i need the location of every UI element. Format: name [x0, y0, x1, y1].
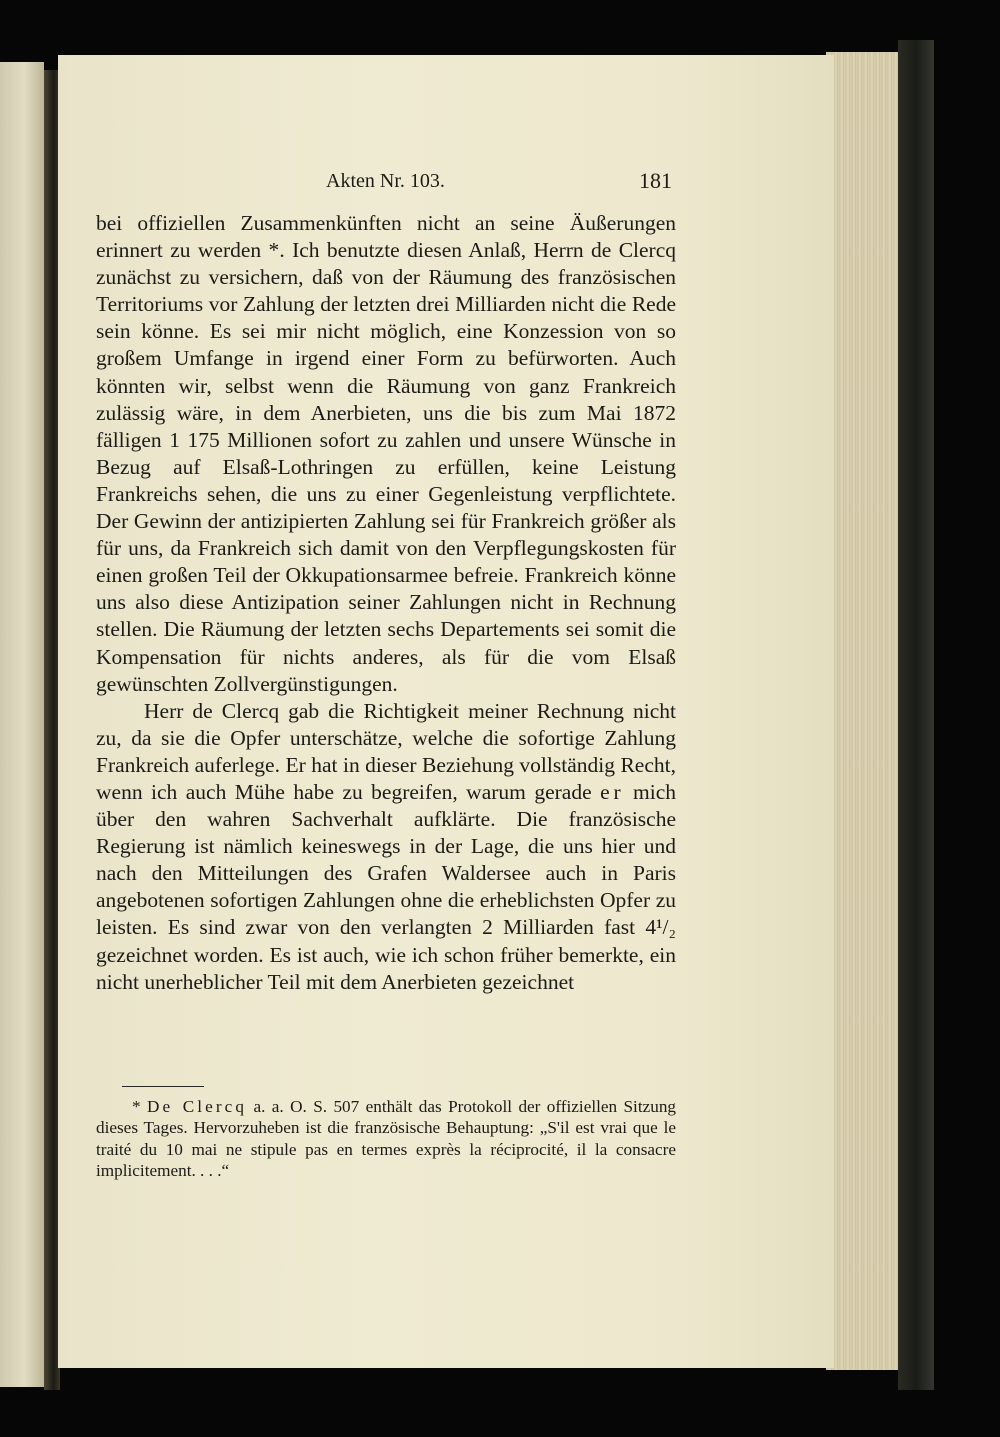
running-head: Akten Nr. 103. [326, 170, 445, 192]
footnote-text: a. a. O. S. 507 enthält das Protokoll der offiziellen Sitzung dieses Tages. Hervorzuheben ist die französische Behauptung: [96, 1097, 677, 1138]
paragraph-1 [96, 210, 676, 698]
footnote-author: De Clercq [146, 1097, 248, 1116]
page-edges [826, 52, 900, 1370]
paragraph-2-text-c: gezeichnet worden. Es ist auch, wie ich schon früher bemerkte, ein nicht unerheblicher Teil mit dem Anerbieten gezeichnet [96, 942, 676, 994]
body-text [96, 210, 676, 996]
fraction: 4¹/₂ [645, 915, 676, 940]
previous-page-edge [0, 62, 44, 1387]
footnote-marker: * [132, 1097, 147, 1116]
footnote-reference: * [261, 238, 280, 263]
footnote-quote: „S'il est vrai que le traité du 10 mai ne stipule pas en termes exprès la réciprocité, il la consacre implicitement. . . .“ [96, 1118, 677, 1181]
paragraph-2 [96, 698, 676, 996]
page-number: 181 [639, 168, 672, 193]
paragraph-2-text-b: mich über den wahren Sachverhalt aufklärte. Die französische Regierung ist nämlich keineswegs in der Lage, die uns hier und nach den Mitteilungen des Grafen Waldersee auch in Paris angebotenen sofortigen Zahlungen ohne die erheblichsten Opfer zu leisten. Es sind zwar von den verlangten 2 Milliarden fast [96, 779, 676, 940]
page-header [92, 168, 676, 200]
footnote [96, 1096, 676, 1182]
footnote-paragraph [96, 1096, 676, 1182]
footnote-rule [122, 1086, 204, 1087]
paragraph-2-text-a: Herr de Clercq gab die Richtigkeit meiner Rechnung nicht zu, da sie die Opfer unterschätze, welche die sofortige Zahlung Frankreich auferlege. Er hat in dieser Beziehung vollständig Recht, wenn ich auch Mühe habe zu begreifen, warum gerade [96, 698, 676, 804]
paragraph-1-text-a: bei offiziellen Zusammenkünften nicht an seine Äußerungen erinnert zu werden [96, 211, 676, 263]
spaced-emphasis: er [600, 779, 625, 804]
book-cover-edge [898, 40, 934, 1390]
paragraph-1-text-b: . Ich benutzte diesen Anlaß, Herrn de Clercq zunächst zu versichern, daß von der Räumung des französischen Territoriums vor Zahlung der letzten drei Milliarden nicht die Rede sein könne. Es sei mir nicht möglich, eine Konzession von so großem Umfange in irgend einer Form zu befürworten. Auch könnten wir, selbst wenn die Räumung von ganz Frankreich zulässig wäre, in dem Anerbieten, uns die bis zum Mai 1872 fälligen 1 175 Millionen sofort zu zahlen und unsere Wünsche in Bezug auf Elsaß-Lothringen zu erfüllen, keine Leistung Frankreichs sehen, die uns zu einer Gegenleistung verpflichtete. Der Gewinn der antizipierten Zahlung sei für Frankreich größer als für uns, da Frankreich sich damit von den Verpflegungskosten für einen großen Teil der Okkupationsarmee befreie. Frankreich könne uns also diese Antizipation seiner Zahlungen nicht in Rechnung stellen. Die Räumung der letzten sechs Departements sei somit die Kompensation für nichts anderes, als für die vom Elsaß gewünschten Zollvergünstigungen. [96, 238, 676, 696]
